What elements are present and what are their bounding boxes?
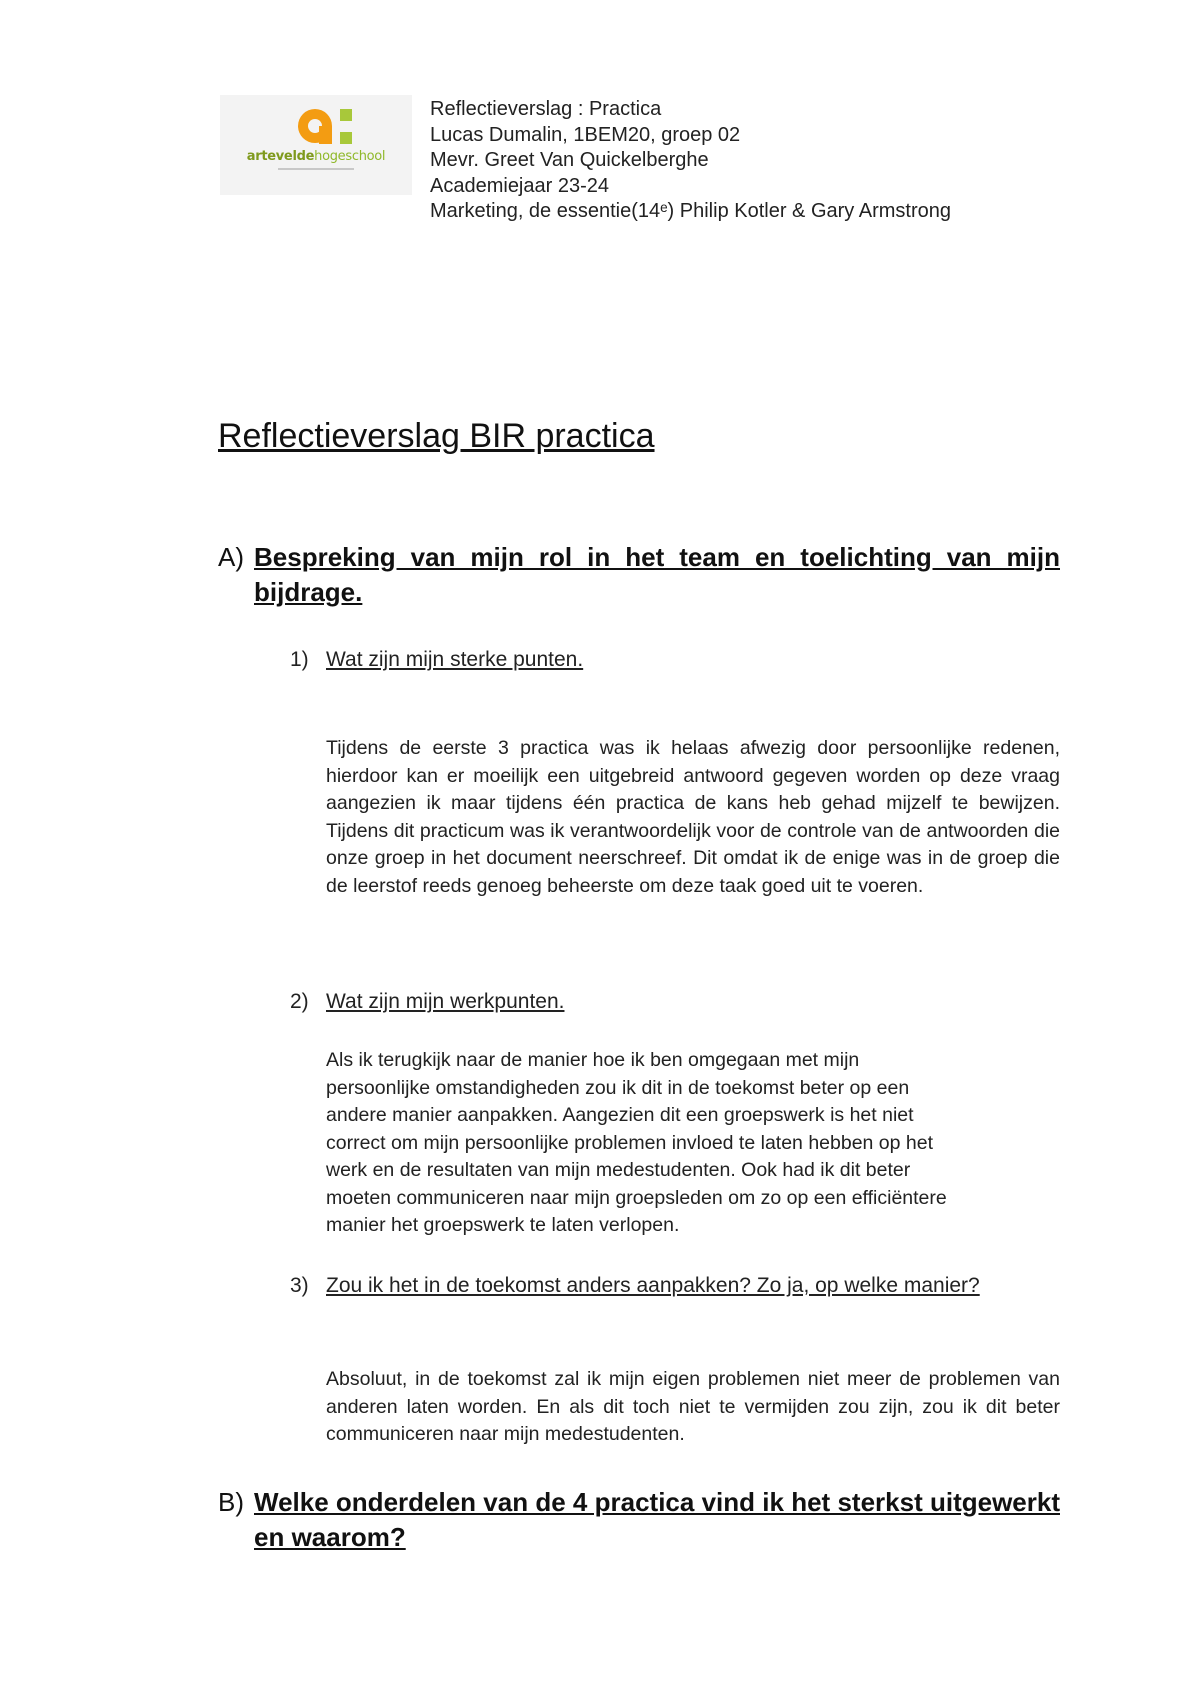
question-1-number: 1) [290,648,309,671]
answer-2 [326,1047,1060,1240]
logo-mark-icon [270,105,362,149]
answer-3: Absoluut, in de toekomst zal ik mijn eigen problemen niet meer de problemen van anderen laten worden. En als dit toch niet te vermijden zou zijn, zou ik dit beter communiceren naar mijn medestudenten. [326,1368,1060,1445]
question-2-number: 2) [290,990,309,1013]
question-3-number: 3) [290,1274,309,1297]
school-logo [220,95,412,195]
answer-2-line: werk en de resultaten van mijn medestudenten. Ook had ik dit beter [326,1159,911,1181]
section-a-heading [218,540,1060,610]
answer-2-line: Als ik terugkijk naar de manier hoe ik ben omgegaan met mijn [326,1049,860,1071]
logo-tagline [278,168,354,170]
section-a-letter: A) [218,542,244,572]
section-b-letter: B) [218,1487,244,1517]
answer-2-line: persoonlijke omstandigheden zou ik dit in de toekomst beter op een [326,1076,910,1099]
header-line-student: Lucas Dumalin, 1BEM20, groep 02 [430,123,741,146]
answer-2-line: andere manier aanpakken. Aangezien dit een groepswerk is het niet [326,1104,914,1126]
question-3-text: Zou ik het in de toekomst anders aanpakken? Zo ja, op welke manier? [326,1274,980,1297]
header-line-book: Marketing, de essentie(14ᵉ) Philip Kotler & Gary Armstrong [430,200,951,222]
logo-wordmark: arteveldehogeschool [246,149,386,164]
section-a-text: Bespreking van mijn rol in het team en toelichting van mijn bijdrage. [254,542,1060,607]
question-3 [290,1272,1060,1300]
answer-1: Tijdens de eerste 3 practica was ik helaas afwezig door persoonlijke redenen, hierdoor kan er moeilijk een uitgebreid antwoord gegeven worden op deze vraag aangezien ik maar tijdens één practica de kans heb gehad mijzelf te bewijzen. Tijdens dit practicum was ik verantwoordelijk voor de controle van de antwoorden die onze groep in het document neerschreef. Dit omdat ik de enige was in de groep die de leerstof reeds genoeg beheerste om deze taak goed uit te voeren. [326,737,1060,897]
answer-2-line: correct om mijn persoonlijke problemen invloed te laten hebben op het [326,1131,934,1154]
section-b-heading [218,1485,1060,1555]
question-1 [290,646,1060,674]
header-line-year: Academiejaar 23-24 [430,174,609,197]
header-line-report: Reflectieverslag : Practica [430,98,662,120]
answer-2-line: manier het groepswerk te laten verlopen. [326,1214,680,1236]
header-line-teacher: Mevr. Greet Van Quickelberghe [430,149,709,171]
question-2 [290,988,1060,1016]
answer-2-line: moeten communiceren naar mijn groepsleden om zo op een efficiëntere [326,1186,947,1209]
question-2-text: Wat zijn mijn werkpunten. [326,990,565,1013]
document-title: Reflectieverslag BIR practica [218,417,655,455]
header-info [430,97,951,225]
section-b-text: Welke onderdelen van de 4 practica vind ik het sterkst uitgewerkt en waarom? [254,1487,1060,1552]
question-1-text: Wat zijn mijn sterke punten. [326,648,584,671]
